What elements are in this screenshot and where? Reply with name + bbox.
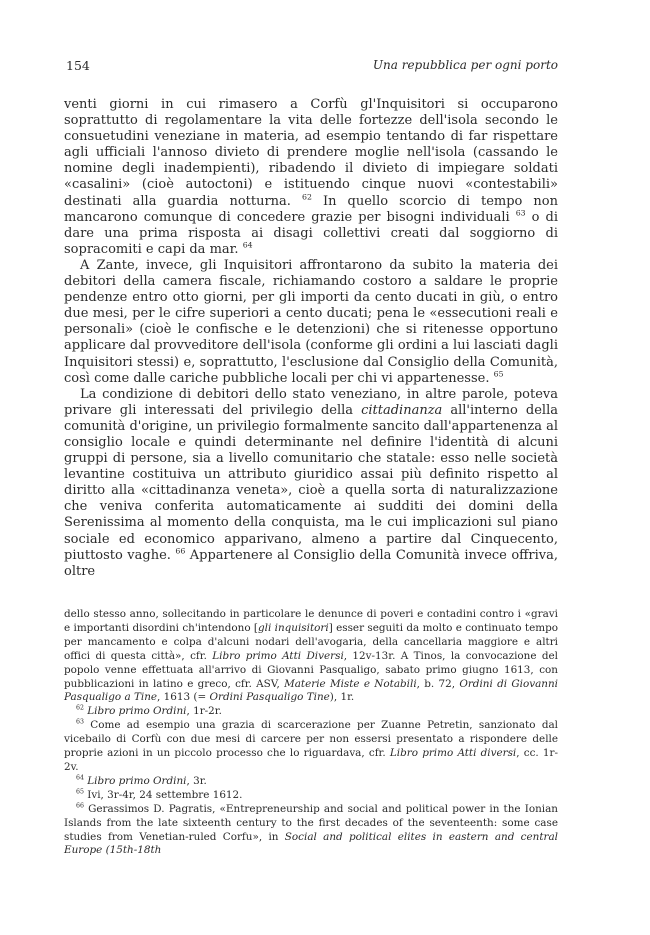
footnote-65: $^{65}$ Ivi, 3r-4r, 24 settembre 1612. — [76, 788, 243, 801]
page-number: 154 — [66, 58, 90, 73]
main-text — [64, 97, 558, 580]
footnotes — [64, 608, 558, 858]
footnote-62: $^{62}$ Libro primo Ordini, 1r-2r. — [76, 704, 222, 718]
page-header — [66, 58, 558, 76]
body-paragraph: venti giorni in cui rimasero a Corfù gl'Inquisitori si occuparono soprattutto di regolamentare la vita delle fortezze dell'isola secondo le consuetudini veneziane in materia, ad esempio tentando di far rispettare agli ufficiali l'annoso divieto di prendere moglie nell'isola (cassando le nomine degli inadempienti), ribadendo il divieto di impiegare soldati «casalini» (cioè autoctoni) e istituendo cinque nuovi «contestabili» destinati alla guardia notturna. $^{62}$ In quello scorcio di tempo non mancarono comunque di concedere grazie per bisogni individuali $^{63}$ o di dare una prima risposta ai disagi collettivi creati dal soggiorno di sopracomiti e capi da mar. $^{64}$ — [64, 97, 558, 257]
footnote-66: $^{66}$ Gerassimos D. Pagratis, «Entrepreneurship and social and political power in the Ionian Islands from the late sixteenth century to the first decades of the seventeenth: some case studies from Venetian-ruled Corfu», in Social and political elites in eastern and central Europe (15th-18th — [64, 802, 558, 857]
footnote-63: $^{63}$ Come ad esempio una grazia di scarcerazione per Zuanne Petretin, sanzionato dal vicebailo di Corfù con due mesi di carcere per non essersi presentato a rispondere delle proprie azioni in un piccolo processo che lo riguardava, cfr. Libro primo Atti diversi, cc. 1r-2v. — [64, 718, 558, 773]
footnote-64: $^{64}$ Libro primo Ordini, 3r. — [76, 774, 207, 787]
body-paragraph: A Zante, invece, gli Inquisitori affrontarono da subito la materia dei debitori della camera fiscale, richiamando costoro a saldare le proprie pendenze entro otto giorni, per gli importi da cento ducati in giù, o entro due mesi, per le cifre superiori a cento ducati; pena le «essecutioni reali e personali» (cioè le confische e le detenzioni) che si ritenesse opportuno applicare dal provveditore dell'isola (conforme gli ordini a lui lasciati dagli Inquisitori stessi) e, soprattutto, l'esclusione dal Consiglio della Comunità, così come dalle cariche pubbliche locali per chi vi appartenesse. $^{65}$ — [64, 257, 558, 386]
running-title: Una repubblica per ogni porto — [372, 58, 558, 72]
body-paragraph: La condizione di debitori dello stato veneziano, in altre parole, poteva privare gli interessati del privilegio della cittadinanza all'interno della comunità d'origine, un privilegio formalmente sancito dall'appartenenza al consiglio locale e quindi determinante nel definire l'identità di alcuni gruppi di persone, sia a livello comunitario che statale: esso nelle società levantine costituiva un attributo giuridico assai più definito rispetto al diritto alla «cittadinanza veneta», cioè a quella sorta di naturalizzazione che veniva conferita automaticamente ai sudditi dei domini della Serenissima al momento della conquista, ma le cui implicazioni sul piano sociale ed economico apparivano, almeno a partire dal Cinquecento, piuttosto vaghe. $^{66}$ Appartenere al Consiglio della Comunità invece offriva, oltre — [64, 386, 558, 579]
footnote-continuation: dello stesso anno, sollecitando in particolare le denunce di poveri e contadini contro i «gravi e importanti disordini ch'intendono [gli inquisitori] esser seguiti da molto e continuato tempo per mancamento e colpa d'alcuni nodari dell'avogaria, della cancellaria maggiore e altri offici di questa città», cfr. Libro primo Atti Diversi, 12v-13r. A Tinos, la convocazione del popolo venne effettuata all'arrivo di Giovanni Pasqualigo, sabato primo giugno 1613, con pubblicazioni in latino e greco, cfr. ASV, Materie Miste e Notabili, b. 72, Ordini di Giovanni Pasqualigo a Tine, 1613 (= Ordini Pasqualigo Tine), 1r. — [64, 608, 558, 704]
